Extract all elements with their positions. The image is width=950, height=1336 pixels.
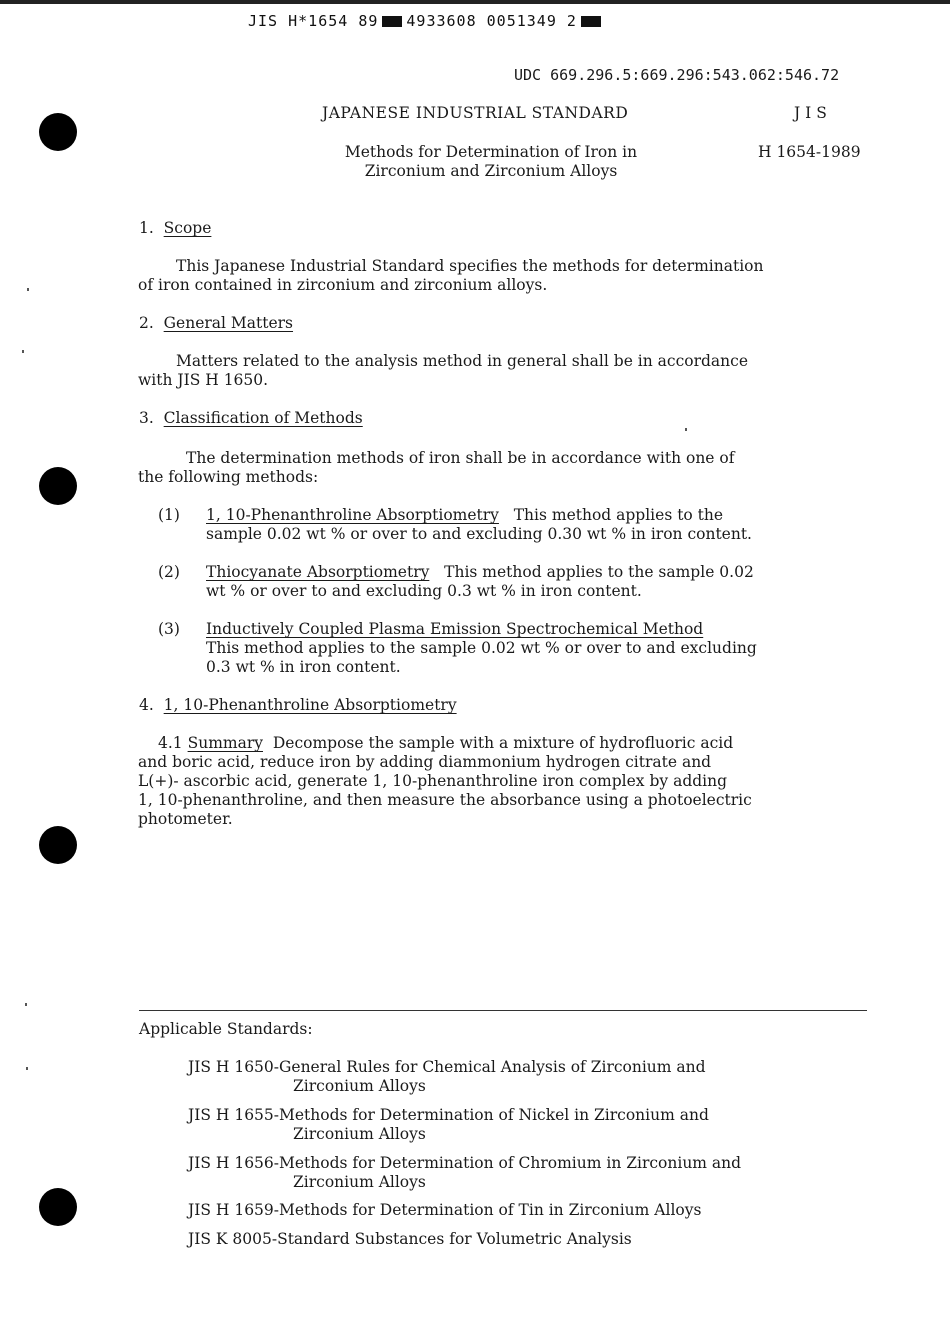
document-number: H 1654-1989 [758,143,861,161]
section-number: 3. [139,409,154,427]
code-line-part-a: JIS H*1654 89 [248,12,379,30]
section-4-heading [139,696,457,715]
method-3-line-2: This method applies to the sample 0.02 wt % or over to and excluding [206,639,757,657]
document-title-line-1: Methods for Determination of Iron in [344,143,638,161]
section-number: 2. [139,314,154,332]
scan-speck [685,428,687,431]
document-code-line [248,12,605,30]
document-title [321,143,661,181]
method-2-tail: This method applies to the sample 0.02 [444,563,754,581]
subsection-4-1-line-2: and boric acid, reduce iron by adding diammonium hydrogen citrate and [138,753,712,771]
method-3-line-3: 0.3 wt % in iron content. [206,658,401,676]
applicable-standards-heading: Applicable Standards: [139,1020,313,1038]
section-1-heading [139,219,211,238]
section-2-text-line-1: Matters related to the analysis method in general shall be in accordance [176,352,749,370]
section-number: 4. [139,696,154,714]
method-3-title: Inductively Coupled Plasma Emission Spectrochemical Method [206,620,704,638]
subsection-4-1-line-1 [158,734,733,753]
method-2-number: (2) [158,563,180,581]
method-1-title: 1, 10-Phenanthroline Absorptiometry [206,506,499,524]
reference-3-line-1: JIS H 1656-Methods for Determination of Chromium in Zirconium and [188,1154,742,1172]
method-1-tail: This method applies to the [513,506,724,524]
scan-speck [27,288,29,291]
reference-2-line-2: Zirconium Alloys [293,1125,426,1143]
section-3-heading [139,409,363,428]
section-title: Scope [163,219,212,237]
method-2-title: Thiocyanate Absorptiometry [206,563,430,581]
redaction-bar [581,16,601,27]
subsection-title: Summary [187,734,263,752]
method-2-line-1 [206,563,754,582]
scan-speck [26,1067,28,1070]
standard-title: JAPANESE INDUSTRIAL STANDARD [322,104,629,122]
section-number: 1. [139,219,154,237]
footnote-divider [139,1010,867,1011]
jis-mark: J I S [794,104,827,122]
section-2-heading [139,314,293,333]
reference-4-line-1: JIS H 1659-Methods for Determination of Tin in Zirconium Alloys [188,1201,702,1219]
punch-hole [39,1188,77,1226]
code-line-part-b: 4933608 0051349 2 [406,12,577,30]
subsection-4-1-line-4: 1, 10-phenanthroline, and then measure the absorbance using a photoelectric [138,791,752,809]
udc-code: UDC 669.296.5:669.296:543.062:546.72 [514,66,840,84]
section-3-text-line-1: The determination methods of iron shall be in accordance with one of [186,449,735,467]
punch-hole [39,113,77,151]
section-title: General Matters [163,314,294,332]
scan-speck [22,350,24,353]
section-1-text-line-2: of iron contained in zirconium and zirconium alloys. [138,276,548,294]
reference-5-line-1: JIS K 8005-Standard Substances for Volumetric Analysis [188,1230,632,1248]
method-2-line-2: wt % or over to and excluding 0.3 wt % in iron content. [206,582,642,600]
section-1-text-line-1: This Japanese Industrial Standard specifies the methods for determination [176,257,764,275]
top-border [0,0,950,4]
subsection-4-1-line-5: photometer. [138,810,233,828]
subsection-4-1-line-3: L(+)- ascorbic acid, generate 1, 10-phenanthroline iron complex by adding [138,772,728,790]
method-1-line-2: sample 0.02 wt % or over to and excluding 0.30 wt % in iron content. [206,525,752,543]
section-3-text-line-2: the following methods: [138,468,319,486]
scan-speck [25,1003,27,1006]
reference-3-line-2: Zirconium Alloys [293,1173,426,1191]
method-3-number: (3) [158,620,180,638]
punch-hole [39,826,77,864]
section-title: 1, 10-Phenanthroline Absorptiometry [163,696,457,714]
reference-1-line-1: JIS H 1650-General Rules for Chemical Analysis of Zirconium and [188,1058,706,1076]
section-2-text-line-2: with JIS H 1650. [138,371,269,389]
punch-hole [39,467,77,505]
reference-1-line-2: Zirconium Alloys [293,1077,426,1095]
subsection-number: 4.1 [158,734,183,752]
method-1-line-1 [206,506,723,525]
subsection-text: Decompose the sample with a mixture of hydrofluoric acid [272,734,734,752]
document-title-line-2: Zirconium and Zirconium Alloys [364,162,618,180]
section-title: Classification of Methods [163,409,363,427]
method-1-number: (1) [158,506,180,524]
redaction-bar [382,16,402,27]
reference-2-line-1: JIS H 1655-Methods for Determination of Nickel in Zirconium and [188,1106,709,1124]
